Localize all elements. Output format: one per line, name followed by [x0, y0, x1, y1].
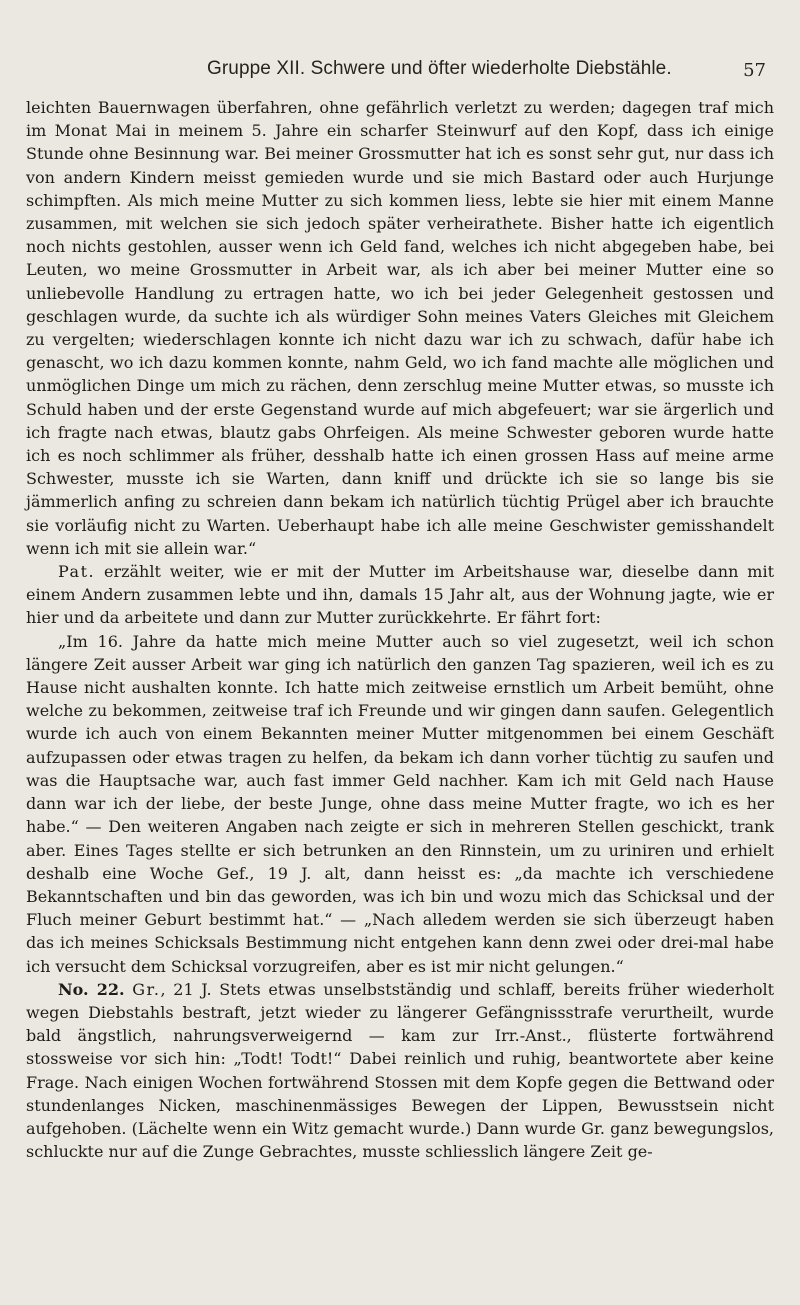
paragraph-case-22: [26, 978, 774, 1164]
patient-abbrev: Pat.: [58, 562, 96, 582]
paragraph-text: , 21 J. Stets etwas unselbstständig und schlaff, bereits früher wiederholt wegen Diebstahls bestraft, jetzt wieder zu längerer Gefängnissstrafe verurtheilt, wurde bald ängstlich, nahrungsverweigernd — kam zur Irr.-Anst., flüsterte fortwährend stossweise vor sich hin: „Todt! Todt!“ Dabei reinlich und ruhig, beantwortete aber keine Frage. Nach einigen Wochen fortwährend Stossen mit dem Kopfe gegen die Bettwand oder stundenlanges Nicken, maschinenmässiges Bewegen der Lippen, Bewusstsein nicht aufgehoben. (Lächelte wenn ein Witz gemacht wurde.) Dann wurde Gr. ganz bewegungslos, schluckte nur auf die Zunge Gebrachtes, musste schliesslich längere Zeit ge-: [26, 979, 774, 1162]
paragraph-continuation: leichten Bauernwagen überfahren, ohne gefährlich verletzt zu werden; dagegen traf mich im Monat Mai in meinem 5. Jahre ein scharfer Steinwurf auf den Kopf, dass ich einige Stunde ohne Besinnung war. Bei meiner Grossmutter hat ich es sonst sehr gut, nur dass ich von andern Kindern meisst gemieden wurde und sie mich Bastard oder auch Hurjunge schimpften. Als mich meine Mutter zu sich kommen liess, lebte sie hier mit einem Manne zusammen, mit welchen sie sich jedoch später verheirathete. Bisher hatte ich eigentlich noch nichts gestohlen, ausser wenn ich Geld fand, welches ich nicht abgegeben habe, bei Leuten, wo meine Grossmutter in Arbeit war, als ich aber bei meiner Mutter eine so unliebevolle Handlung zu ertragen hatte, wo ich bei jeder Gelegenheit gestossen und geschlagen wurde, da suchte ich als würdiger Sohn meines Vaters Gleiches mit Gleichem zu vergelten; wiederschlagen konnte ich nicht dazu war ich zu schwach, dafür habe ich genascht, wo ich dazu kommen konnte, nahm Geld, wo ich fand machte alle möglichen und unmöglichen Dinge um mich zu rächen, denn zerschlug meine Mutter etwas, so musste ich Schuld haben und der erste Gegenstand wurde auf mich abgefeuert; war sie ärgerlich und ich fragte nach etwas, blautz gabs Ohrfeigen. Als meine Schwester geboren wurde hatte ich es noch schlimmer als früher, desshalb hatte ich einen grossen Hass auf meine arme Schwester, musste ich sie Warten, dann kniff und drückte ich sie so lange bis sie jämmerlich anfing zu schreien dann bekam ich natürlich tüchtig Prügel aber ich brauchte sie vorläufig nicht zu Warten. Ueberhaupt habe ich alle meine Geschwister gemisshandelt wenn ich mit sie allein war.“: [26, 98, 774, 558]
case-number: No. 22.: [58, 979, 125, 999]
running-head: [26, 50, 774, 86]
paragraph-text: erzählt weiter, wie er mit der Mutter im Arbeitshause war, dieselbe dann mit einem Andern zusammen lebte und ihn, damals 15 Jahr alt, aus der Wohnung jagte, wie er hier und da arbeitete und dann zur Mutter zurückkehrte. Er fährt fort:: [26, 562, 774, 628]
paragraph-patient-narrative: [26, 560, 774, 630]
body-text: [26, 96, 774, 1163]
running-title: Gruppe XII. Schwere und öfter wiederholte Diebstähle.: [207, 58, 672, 79]
patient-abbrev: Gr.: [132, 979, 161, 999]
page-number: 57: [743, 60, 766, 81]
paragraph-quote: „Im 16. Jahre da hatte mich meine Mutter auch so viel zugesetzt, weil ich schon längere Zeit ausser Arbeit war ging ich natürlich den ganzen Tag spazieren, weil ich es zu Hause nicht aushalten konnte. Ich hatte mich zeitweise ernstlich um Arbeit bemüht, ohne welche zu bekommen, zeitweise traf ich Freunde und wir gingen dann saufen. Gelegentlich wurde ich auch von einem Bekannten meiner Mutter mitgenommen bei einem Geschäft aufzupassen oder etwas tragen zu helfen, da bekam ich dann vorher tüchtig zu saufen und was die Hauptsache war, auch fast immer Geld nachher. Kam ich mit Geld nach Hause dann war ich der liebe, der beste Junge, ohne dass meine Mutter fragte, wo ich es her habe.“ — Den weiteren Angaben nach zeigte er sich in mehreren Stellen geschickt, trank aber. Eines Tages stellte er sich betrunken an den Rinnstein, um zu uriniren und erhielt deshalb eine Woche Gef., 19 J. alt, dann heisst es: „da machte ich verschiedene Bekanntschaften und bin das geworden, was ich bin und wozu mich das Schicksal und der Fluch meiner Geburt bestimmt hat.“ — „Nach alledem werden sie sich überzeugt haben das ich meines Schicksals Bestimmung nicht entgehen kann denn zwei oder drei-mal habe ich versucht dem Schicksal vorzugreifen, aber es ist mir nicht gelungen.“: [26, 631, 774, 976]
